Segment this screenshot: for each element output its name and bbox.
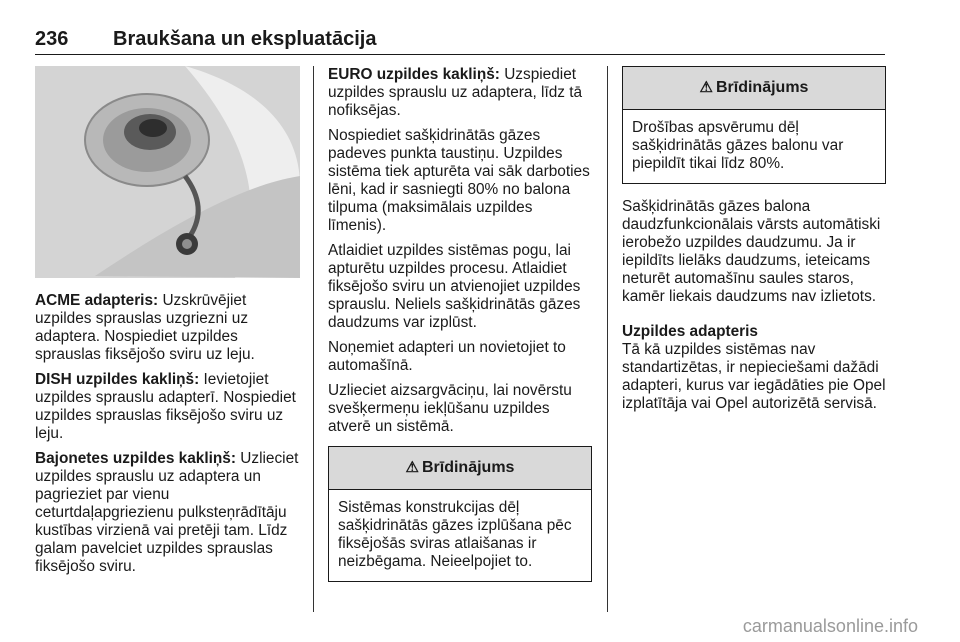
euro-text: Uzspiediet uzpildes sprauslu uz adaptera, līdz tā nofiksējas. xyxy=(328,66,583,119)
page-header xyxy=(35,28,885,55)
paragraph: Sašķidrinātās gāzes balona daudzfunkcionālais vārsts automātiski ierobežo uzpildes daudzumu. Ja ir iepildīts lielāks daudzums, ieteicams neturēt automašīnu saules staros, kamēr liekais daudzums nav izlietots. xyxy=(622,198,881,305)
dish-text: Ievietojiet uzpildes sprauslu adapterī. Nospiediet uzpildes sprauslas fiksējošo sviru uz leju. xyxy=(35,371,296,442)
page-title: Braukšana un ekspluatācija xyxy=(113,28,377,50)
acme-label: ACME adapteris: xyxy=(35,292,159,309)
section-heading: Uzpildes adapteris xyxy=(622,323,758,340)
dish-paragraph xyxy=(35,371,300,443)
paragraph: Uzlieciet aizsargvāciņu, lai novērstu svešķermeņu iekļūšanu uzpildes atverē un sistēmā. xyxy=(328,382,572,435)
acme-text: Uzskrūvējiet uzpildes sprauslas uzgriezni uz adaptera. Nospiediet uzpildes sprauslas fiksējošo sviru uz leju. xyxy=(35,292,255,363)
paragraph: Atlaidiet uzpildes sistēmas pogu, lai apturētu uzpildes procesu. Atlaidiet fiksējošo sviru un atvienojiet uzpildes sprauslu. Neliels sašķidrinātās gāzes daudzums var izplūst. xyxy=(328,242,581,331)
warning-box xyxy=(622,66,886,184)
bajonet-paragraph xyxy=(35,450,300,576)
column-divider-right xyxy=(607,66,608,612)
warning-box xyxy=(328,446,592,582)
warning-header xyxy=(329,447,591,490)
warning-triangle-icon: ⚠ xyxy=(699,79,713,96)
paragraph: Nospiediet sašķidrinātās gāzes padeves punkta taustiņu. Uzpildes sistēma tiek apturēta vai sāk darboties lēni, kad ir sasniegti 80% no balona tilpuma (maksimālais uzpildes līmenis). xyxy=(328,127,590,234)
warning-title: Brīdinājums xyxy=(715,79,809,96)
warning-triangle-icon: ⚠ xyxy=(405,459,419,476)
dish-label: DISH uzpildes kakliņš: xyxy=(35,371,200,388)
euro-paragraph xyxy=(328,66,592,120)
column-left xyxy=(35,66,300,583)
paragraph: Tā kā uzpildes sistēmas nav standartizētas, ir nepieciešami dažādi adapteri, kurus var iegādāties pie Opel izplatītāja vai Opel autorizētā servisā. xyxy=(622,341,886,412)
euro-label: EURO uzpildes kakliņš: xyxy=(328,66,500,83)
watermark: carmanualsonline.info xyxy=(742,616,918,636)
column-right xyxy=(622,66,886,420)
warning-text: Drošības apsvērumu dēļ sašķidrinātās gāzes balonu var piepildīt tikai līdz 80%. xyxy=(632,119,844,172)
acme-paragraph xyxy=(35,292,300,364)
column-divider-left xyxy=(313,66,314,612)
fuel-filler-adapter-photo xyxy=(35,66,300,278)
warning-title: Brīdinājums xyxy=(421,459,515,476)
page-number: 236 xyxy=(35,28,69,50)
paragraph: Noņemiet adapteri un novietojiet to automašīnā. xyxy=(328,339,566,374)
bajonet-text: Uzlieciet uzpildes sprauslu uz adaptera un pagrieziet par vienu ceturtdaļapgriezienu pulksteņrādītāju kustības virzienā vai pretēji tam. Līdz galam pavelciet uzpildes sprauslas fiksējošo sviru. xyxy=(35,450,299,575)
warning-text: Sistēmas konstrukcijas dēļ sašķidrinātās gāzes izplūšana pēc fiksējošās sviras atlaišanas ir neizbēgama. Neieelpojiet to. xyxy=(338,499,572,570)
warning-header xyxy=(623,67,885,110)
bajonet-label: Bajonetes uzpildes kakliņš: xyxy=(35,450,236,467)
column-middle xyxy=(328,66,592,582)
